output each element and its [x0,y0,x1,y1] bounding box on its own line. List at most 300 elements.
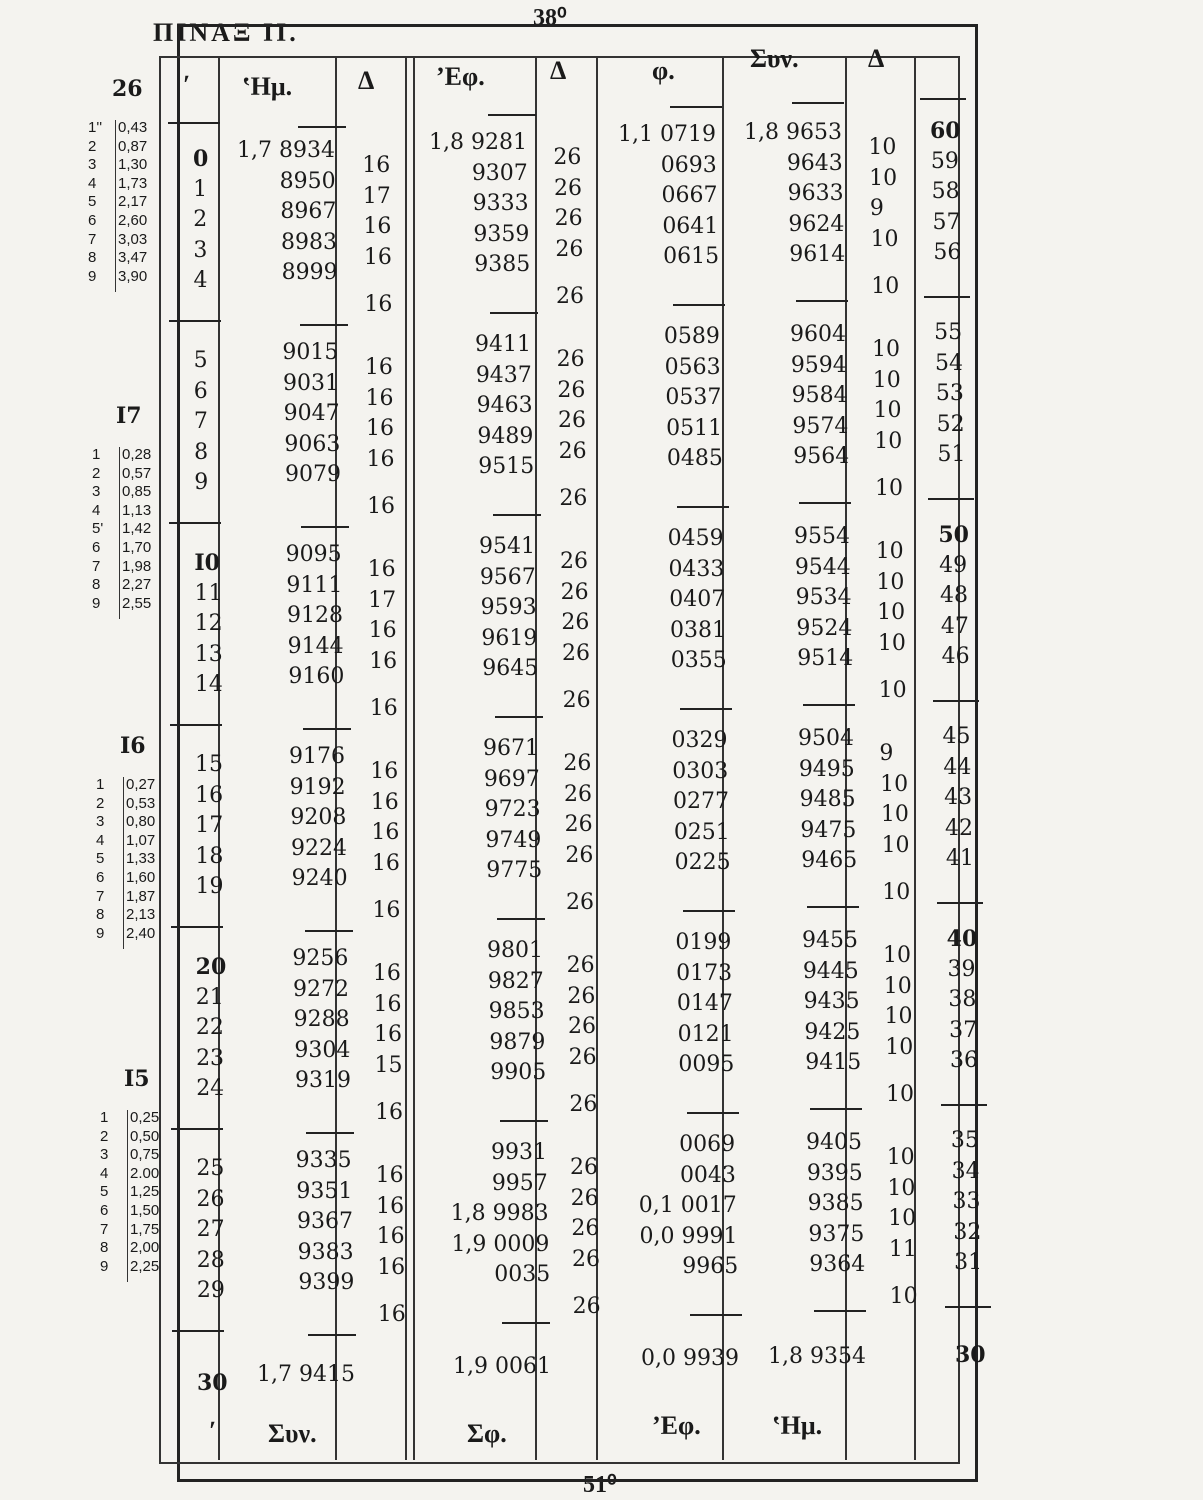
cell-tan: 1,8 9281 [429,130,527,155]
cell-delta-tan: 26 [565,842,594,868]
cell-cos: 9524 [796,615,853,641]
cell-delta-tan: 26 [570,1155,598,1181]
cell-cos: 9633 [787,181,844,206]
pp-index: 1 [100,1109,109,1126]
cell-delta-sin: 16 [375,1100,404,1125]
row-minute: 27 [196,1217,225,1242]
pp-index: 3 [100,1146,109,1164]
cell-sin: 9079 [285,462,341,487]
cell-cot: 0329 [671,728,728,753]
cell-delta-cos: 11 [888,1236,917,1262]
footer-cot: Σφ. [467,1419,507,1448]
separator-rule [493,514,541,516]
cell-cot: 0485 [666,446,723,471]
pp-value: 0,43 [118,119,148,136]
row-minute-complement: 53 [935,381,964,406]
cell-cot: 0069 [679,1132,736,1157]
cell-cot: 0303 [672,758,729,784]
cell-delta-cos: 10 [888,1206,917,1232]
row-minute-complement: 45 [942,724,971,749]
cell-delta-cos: 10 [889,1284,918,1309]
cell-cot: 0355 [670,648,727,673]
cell-cos: 9643 [786,150,843,176]
cell-delta-sin: 15 [374,1052,403,1078]
separator-rule [810,1108,862,1110]
cell-tan: 9437 [475,362,532,388]
pp-header: I6 [120,733,146,759]
cell-tan: 9489 [477,423,534,449]
cell-delta-cos: 10 [871,274,900,299]
cell-cos: 1,8 9354 [768,1344,866,1369]
separator-rule [945,1306,991,1308]
separator-rule [168,122,220,124]
row-minute-complement: 57 [932,209,961,235]
cell-delta-sin: 16 [372,961,401,987]
row-minute-complement: 59 [930,148,959,174]
pp-value: 1,33 [126,850,156,868]
cell-cos: 1,8 9653 [744,120,842,145]
pp-index: 3 [88,156,97,174]
pp-value: 0,53 [126,794,156,812]
cell-cos: 9375 [808,1221,865,1247]
cell-cos: 9534 [795,585,852,610]
cell-tan: 1,8 9983 [450,1201,549,1226]
cell-tan: 1,9 0009 [451,1231,550,1257]
separator-rule [687,1112,739,1114]
pp-index: 2 [92,464,101,482]
pp-index: 3 [96,813,105,831]
row-minute: 16 [195,782,224,808]
pp-index: 5 [96,850,105,868]
row-minute-complement: 56 [933,240,962,265]
cell-sin: 9256 [292,946,349,971]
cell-cos: 9584 [791,383,848,408]
cell-delta-tan: 26 [566,890,594,915]
cell-cot: 0381 [669,617,726,643]
separator-rule [488,114,536,116]
header-cos: Συν. [750,44,799,73]
cell-delta-cos: 10 [880,771,909,797]
cell-cos: 9604 [790,322,846,347]
separator-rule [680,708,732,710]
row-minute: 2 [193,207,208,232]
cell-sin: 8983 [281,229,337,255]
cell-delta-cos: 10 [877,600,906,626]
cell-delta-cos: 10 [868,135,897,161]
cell-delta-tan: 26 [559,486,588,511]
cell-delta-cos: 10 [887,1175,916,1201]
pp-value: 1,70 [122,539,152,556]
pp-divider [123,777,124,949]
pp-value: 2,00 [130,1239,160,1257]
separator-rule [928,498,974,500]
cell-delta-sin: 16 [374,1022,402,1048]
cell-tan: 9541 [479,534,535,559]
cell-delta-cos: 10 [876,569,905,595]
cell-delta-sin: 17 [362,183,391,209]
cell-cot: 0615 [663,244,720,269]
cell-cos: 9495 [798,756,855,782]
cell-cos: 9364 [809,1252,866,1277]
pp-value: 2.00 [130,1164,160,1182]
cell-delta-tan: 26 [560,579,589,605]
cell-cot: 0511 [666,415,723,441]
row-minute-complement: 52 [936,411,965,437]
separator-rule [171,1128,223,1130]
cell-delta-tan: 26 [557,377,586,403]
header-tan: ʼΕφ. [436,62,485,91]
pp-value: 3,03 [118,230,148,248]
cell-delta-cos: 10 [874,428,903,454]
cell-tan: 0035 [494,1262,551,1287]
cell-delta-tan: 26 [562,640,590,666]
cell-delta-cos: 10 [872,367,901,393]
pp-index: 1 [96,776,105,793]
pp-value: 0,57 [122,464,152,482]
cell-delta-cos: 10 [885,1082,914,1107]
row-minute-complement: 30 [955,1342,986,1368]
cell-delta-sin: 16 [377,1254,406,1280]
cell-cos: 9405 [806,1130,862,1155]
pp-divider [119,447,120,619]
cell-delta-cos: 10 [880,802,909,828]
cell-delta-tan: 26 [567,983,596,1009]
pp-divider [127,1110,128,1282]
footer-cos: Συν. [268,1419,317,1448]
row-minute: 30 [197,1370,228,1396]
col-divider [413,56,415,1460]
cell-sin: 9319 [295,1068,351,1093]
separator-rule [673,304,725,306]
row-minute: 0 [193,146,209,172]
pp-value: 1,87 [126,887,156,905]
row-minute-complement: 50 [938,522,969,548]
cell-cot: 0589 [663,324,720,349]
pp-value: 0,25 [130,1109,160,1126]
separator-rule [799,502,851,504]
cell-sin: 9224 [291,835,347,861]
cell-sin: 9160 [288,664,345,689]
cell-tan: 9827 [487,968,544,994]
cell-cos: 9485 [799,787,856,812]
separator-rule [803,704,855,706]
pp-index: 9 [96,924,105,942]
row-minute-complement: 44 [943,754,972,780]
separator-rule [502,1322,550,1324]
cell-cot: 0043 [679,1162,736,1188]
cell-tan: 9931 [491,1140,547,1165]
pp-index: 9 [92,594,101,612]
row-minute-complement: 51 [937,442,966,467]
cell-cot: 0563 [664,354,721,380]
pp-value: 1,60 [126,869,156,886]
row-minute-complement: 40 [946,926,978,952]
row-minute-complement: 54 [935,350,963,376]
cell-delta-sin: 16 [369,696,398,721]
pp-index: 4 [96,831,105,849]
row-minute: 19 [195,874,224,899]
cell-delta-tan: 26 [568,1044,597,1070]
separator-rule [301,526,349,528]
header-delta-tan: Δ [550,56,567,85]
cell-cot: 0537 [665,385,722,410]
pp-header: I7 [116,403,142,429]
pp-value: 2,40 [126,924,156,942]
separator-rule [495,716,543,718]
cell-delta-sin: 16 [362,153,391,179]
cell-delta-sin: 16 [366,446,395,472]
row-minute: 1 [193,176,208,202]
row-minute-complement: 60 [930,118,961,144]
pp-value: 2,60 [118,212,148,229]
row-minute: 8 [194,439,209,465]
cell-delta-sin: 16 [367,557,396,583]
cell-sin: 9383 [297,1239,354,1265]
col-divider [722,56,724,1460]
cell-cot: 9965 [682,1254,739,1279]
cell-tan: 9307 [471,160,528,186]
cell-cot: 0147 [676,991,733,1016]
cell-sin: 9288 [293,1007,350,1032]
cell-cos: 9415 [805,1050,862,1075]
cell-delta-sin: 16 [363,214,392,240]
cell-sin: 9304 [294,1037,351,1063]
cell-delta-tan: 26 [563,751,592,777]
cell-sin: 9240 [291,866,348,891]
separator-rule [169,522,221,524]
pp-value: 1,42 [122,520,152,538]
cell-tan: 9905 [490,1060,547,1085]
separator-rule [497,918,545,920]
pp-value: 0,80 [126,813,156,831]
cell-delta-sin: 16 [364,292,393,317]
separator-rule [807,906,859,908]
cell-sin: 9128 [287,603,343,628]
row-minute: 11 [194,580,223,606]
cell-delta-sin: 16 [369,648,398,674]
row-minute-complement: 42 [945,815,973,841]
cell-sin: 9272 [293,976,349,1002]
row-minute-complement: 46 [941,644,970,669]
row-minute-complement: 33 [952,1189,981,1214]
cell-cos: 9425 [804,1019,861,1045]
footer-tan: ʼΕφ. [652,1411,701,1440]
header-delta-cos: Δ [868,44,885,73]
cell-sin: 1,7 9415 [257,1362,355,1387]
cell-cot: 0277 [673,789,730,814]
cell-cot: 0251 [673,819,730,845]
cell-cos: 9564 [793,444,850,469]
cell-tan: 9671 [483,736,539,761]
cell-cos: 9435 [803,989,860,1014]
separator-rule [171,926,223,928]
cell-cos: 9624 [788,211,845,237]
separator-rule [490,312,538,314]
cell-delta-sin: 17 [368,587,397,613]
row-minute: 21 [195,984,224,1010]
cell-delta-tan: 26 [556,284,584,309]
cell-delta-tan: 26 [570,1185,599,1211]
pp-index: 5 [100,1183,109,1201]
cell-cos: 9574 [792,413,849,439]
cell-delta-tan: 26 [561,610,590,636]
pp-index: 7 [92,557,101,575]
row-minute: 24 [196,1076,225,1101]
cell-delta-cos: 10 [882,880,911,905]
separator-rule [941,1104,987,1106]
pp-value: 2,55 [122,594,152,612]
cell-delta-sin: 16 [364,355,393,381]
pp-value: 3,90 [118,267,148,285]
pp-index: 2 [88,137,97,155]
cell-delta-tan: 26 [554,206,583,232]
row-minute: 7 [193,409,208,434]
separator-rule [920,98,966,100]
header-sin: ʽΗμ. [242,72,293,101]
pp-value: 2,13 [126,906,156,924]
cell-sin: 9367 [297,1209,353,1234]
separator-rule [169,320,221,322]
cell-delta-tan: 26 [566,953,595,979]
pp-value: 2,17 [118,193,148,211]
cell-delta-sin: 16 [372,898,401,923]
separator-rule [500,1120,548,1122]
cell-tan: 9567 [479,564,536,590]
cell-tan: 9723 [484,797,541,822]
row-minute: 22 [195,1015,224,1040]
cell-cos: 9594 [790,352,847,378]
cell-cot: 0173 [676,960,733,986]
cell-sin: 8999 [281,260,338,285]
col-divider [405,56,407,1460]
cell-cos: 9504 [798,726,854,751]
cell-tan: 9801 [487,938,543,963]
cell-delta-sin: 16 [376,1193,405,1219]
cell-delta-cos: 10 [885,1034,914,1060]
row-minute: 12 [194,611,223,636]
pp-divider [115,120,116,292]
pp-index: 7 [96,887,105,905]
cell-tan: 9775 [486,858,543,883]
cell-delta-cos: 10 [872,337,901,363]
separator-rule [300,324,348,326]
cell-cot: 0,0 9939 [641,1346,739,1371]
cell-sin: 9144 [287,633,344,659]
cell-delta-tan: 26 [555,236,584,262]
cell-delta-sin: 16 [371,850,400,876]
pp-value: 0,50 [130,1127,160,1145]
cell-delta-tan: 26 [564,781,592,807]
cell-delta-sin: 16 [373,991,402,1017]
pp-value: 0,75 [130,1146,160,1164]
separator-rule [933,700,979,702]
row-minute-complement: 31 [954,1250,983,1275]
pp-index: 2 [100,1127,109,1145]
row-minute-complement: 43 [944,785,973,810]
row-minute: I0 [194,550,220,576]
pp-index: 6 [96,869,105,886]
row-minute: 6 [193,378,208,404]
pp-index: 6 [100,1202,109,1219]
cell-delta-tan: 26 [558,408,586,434]
cell-delta-sin: 16 [371,820,400,846]
cell-tan: 9463 [476,393,533,418]
separator-rule [796,300,848,302]
pp-header: I5 [124,1066,150,1092]
pp-index: 5' [92,520,104,538]
cell-delta-tan: 26 [571,1216,600,1242]
row-minute-complement: 41 [945,846,974,871]
footer-minutes: ʹ [209,1416,217,1445]
row-minute-complement: 37 [949,1017,978,1043]
cell-delta-tan: 26 [572,1294,601,1319]
row-minute-complement: 48 [940,583,968,608]
cell-cot: 0407 [669,587,726,612]
row-minute: 14 [194,672,223,697]
separator-rule [298,126,346,128]
cell-delta-cos: 10 [873,398,902,424]
cell-tan: 1,9 0061 [453,1354,551,1379]
cell-cos: 9544 [794,554,851,580]
separator-rule [303,728,351,730]
cell-delta-cos: 10 [878,678,907,703]
cell-tan: 9957 [491,1170,548,1196]
cell-cos: 9445 [802,958,859,984]
row-minute: 13 [194,641,223,667]
separator-rule [677,506,729,508]
pp-value: 1,07 [126,831,156,849]
cell-cos: 9455 [802,928,858,953]
pp-value: 1,98 [122,557,152,575]
cell-delta-tan: 26 [572,1246,600,1272]
separator-rule [690,1314,742,1316]
separator-rule [172,1330,224,1332]
pp-index: 8 [92,576,101,594]
cell-delta-cos: 10 [870,226,899,252]
row-minute: 4 [193,268,208,293]
row-minute-complement: 32 [953,1219,982,1245]
row-minute-complement: 39 [947,956,976,982]
cell-delta-cos: 10 [869,165,898,191]
cell-delta-cos: 9 [879,741,894,767]
cell-delta-tan: 26 [558,438,587,464]
pp-value: 1,75 [130,1220,160,1238]
separator-rule [814,1310,866,1312]
cell-delta-tan: 26 [564,812,593,838]
row-minute: 15 [195,752,223,777]
pp-index: 4 [88,174,97,192]
cell-sin: 9176 [289,744,345,769]
pp-index: 4 [92,501,101,519]
pp-index: 5 [88,193,97,211]
cell-delta-sin: 16 [368,618,397,644]
cell-tan: 9385 [474,252,531,277]
pp-value: 3,47 [118,249,148,267]
cell-cot: 0459 [667,526,724,551]
cell-delta-cos: 9 [869,196,884,222]
pp-value: 1,13 [122,501,152,519]
cell-cot: 0693 [660,152,717,178]
header-minutes: ʹ [183,70,191,99]
cell-delta-cos: 10 [886,1145,915,1171]
pp-value: 2,27 [122,576,152,594]
cell-delta-tan: 26 [568,1014,596,1040]
pp-value: 0,28 [122,446,152,463]
row-minute-complement: 55 [934,320,963,345]
row-minute-complement: 49 [939,552,968,578]
pp-value: 1,25 [130,1183,160,1201]
cell-sin: 9095 [285,542,342,567]
